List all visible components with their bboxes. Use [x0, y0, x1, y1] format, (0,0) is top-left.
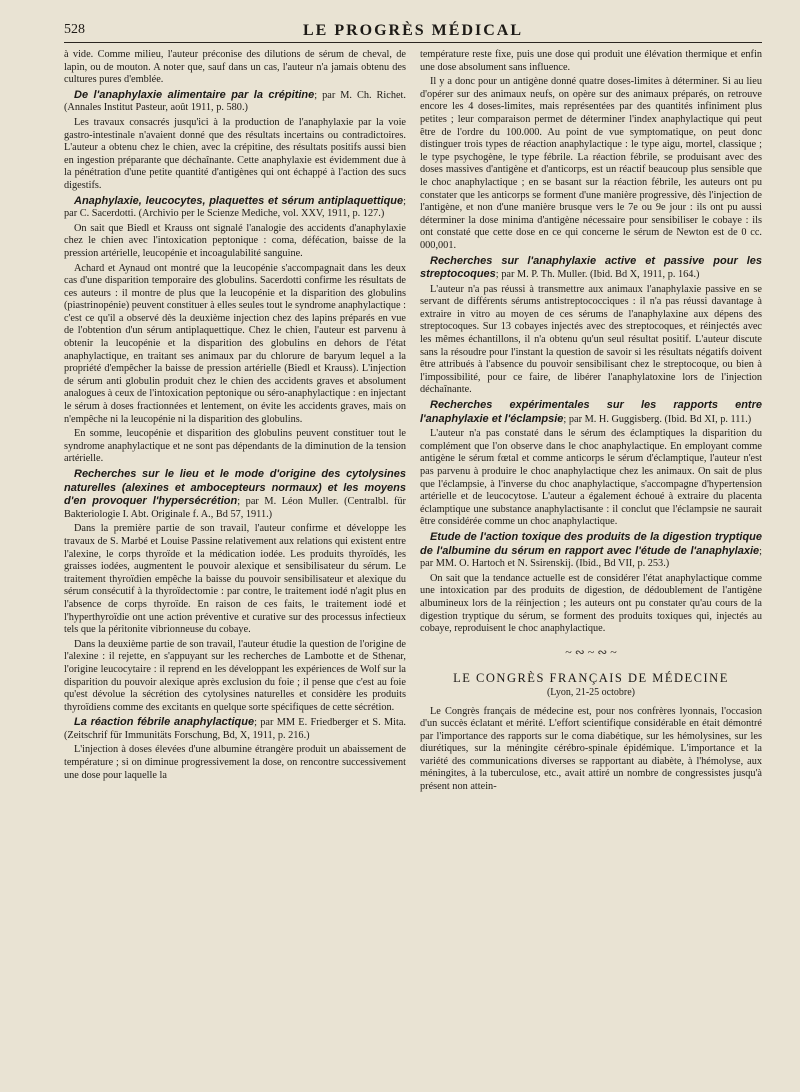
paragraph: Dans la première partie de son travail, l'auteur confirme et développe les travaux de S. Marbé et Louise Passine relativement aux relations qui existent entre l'alexine, le corps thyroïde et la médication iodée. Les produits thyroïdés, les graisses iodées, augmentent le pouvoir alexique et sensibilisateur du sérum. Le traitement thyroïdien empêche la baisse du pouvoir sensibilisateur et alexique du sérum consécutif à la thyroïdectomie : par contre, le traitement iodé n'agit plus en l'absence de corps thyroïde. En raison de ces faits, le traitement iodé et l'hyperthyroïdie ont une action préventive et curative sur des processus infectieux tels que la péritonite vibrionneuse du cobaye.: [64, 523, 406, 636]
article-heading: [64, 716, 406, 742]
article-heading: [420, 531, 762, 571]
article-reference: ; par M. Léon Muller. (Centralbl. für Bakteriologie I. Abt. Originale f. A., Bd 57, 1911.): [64, 496, 406, 520]
article-title: De l'anaphylaxie alimentaire par la crépitine: [74, 88, 315, 101]
article-reference: ; par C. Sacerdotti. (Archivio per le Scienze Mediche, vol. XXV, 1911, p. 127.): [64, 195, 406, 220]
paragraph: Dans la deuxième partie de son travail, l'auteur étudie la question de l'origine de l'alexine : il rejette, en s'appuyant sur les recherches de Lambotte et de Sthenar, l'origine leucocytaire : il reprend en les développant les expériences de Wolf sur la disparition du pouvoir alexique après exclusion du foie ; il pense que c'est au foie qu'est dévolue la sécrétion des cytolysines naturelles et considère les produits thyroïdiens comme des excitants en quelque sorte spécifiques de cette sécrétion.: [64, 638, 406, 713]
article-heading: [64, 89, 406, 115]
paragraph: On sait que Biedl et Krauss ont signalé l'analogie des accidents d'anaphylaxie chez le chien avec l'intoxication peptonique : coma, défécation, baisse de la pression artérielle, leucopénie et incoagulabilité sanguine.: [64, 222, 406, 259]
paragraph: L'injection à doses élevées d'une albumine étrangère produit un abaissement de température ; si on diminue progressivement la dose, on rencontre successivement une dose pour laquelle la: [64, 744, 406, 781]
article-heading: [64, 195, 406, 221]
paragraph: On sait que la tendance actuelle est de considérer l'état anaphylactique comme une intoxication par des produits de digestion, de dédoublement de l'antigène albumineux lors de la réinjection ; les auteurs ont pu constater qu'au cours de la digestion tryptique du sérum, se forment des produits toxiques qui, injectés au cobaye, reproduisent le choc anaphylactique.: [420, 572, 762, 635]
article-reference: ; par M. P. Th. Muller. (Ibid. Bd X, 1911, p. 164.): [495, 269, 700, 281]
article-reference: ; par MM. O. Hartoch et N. Ssirenskij. (Ibid., Bd VII, p. 253.): [420, 545, 762, 570]
section-title: LE CONGRÈS FRANÇAIS DE MÉDECINE: [453, 671, 729, 686]
paragraph: Les travaux consacrés jusqu'ici à la production de l'anaphylaxie par la voie gastro-intestinale n'avaient donné que des résultats incertains ou contradictoires. L'auteur a obtenu chez le chien, avec la crépitine, des résultats positifs aussi bien en ingestion préparante que déchaînante. Cette anaphylaxie est évidemment due à la pénétration d'une petite quantité d'antigènes qui ont échappé à l'action des sucs digestifs.: [64, 116, 406, 191]
article-heading: [64, 468, 406, 521]
left-column: [64, 49, 406, 796]
article-title: Recherches expérimentales sur les rapports entre l'anaphylaxie et l'éclampsie: [420, 399, 762, 425]
article-title: Etude de l'action toxique des produits de la digestion tryptique de l'albumine du sérum en rapport avec l'étude de l'anaphylaxie: [420, 530, 762, 557]
page-number: 528: [64, 22, 85, 37]
article-title: La réaction fébrile anaphylactique: [74, 716, 255, 729]
article-heading: [420, 255, 762, 282]
paragraph: température reste fixe, puis une dose qui produit une élévation thermique et enfin une dose absolument sans influence.: [420, 49, 762, 73]
paragraph: En somme, leucopénie et disparition des globulins peuvent constituer tout le syndrome anaphylactique et ne sont pas dépendants de la diminution de la tension artérielle.: [64, 428, 406, 465]
article-title: Recherches sur le lieu et le mode d'origine des cytolysines naturelles (alexines et ambocepteurs normaux) et les moyens d'en provoquer l'hypersécrétion: [64, 468, 406, 508]
article-title: Anaphylaxie, leucocytes, plaquettes et sérum antiplaquettique: [74, 194, 404, 207]
article-reference: ; par M. H. Guggisberg. (Ibid. Bd XI, p. 111.): [563, 413, 752, 425]
ornamental-divider-icon: ~ ∾ ~ ∾ ~: [565, 644, 617, 659]
article-reference: ; par MM E. Friedberger et S. Mita. (Zeitschrif für Immunitäts Forschung, Bd, X, 1911, p. 216.): [64, 717, 406, 741]
right-column: [420, 49, 762, 796]
article-heading: [420, 399, 762, 426]
paragraph: L'auteur n'a pas constaté dans le sérum des éclamptiques la disparition du complément que l'on observe dans le choc anaphylactique. En employant comme antigène le sérum fœtal et comme anticorps le sérum d'éclamptique, l'auteur n'est pas parvenu à produire le choc anaphylactique chez les animaux. On sait de plus que l'éclampsie, à l'inverse du choc anaphylactique, s'accompagne d'hypertension artérielle et de leucocytose. L'auteur a également échoué à extraire du placenta éclamptique une substance anaphylactisante : il conclut que l'éclampsie ne saurait être considérée comme un choc anaphylactique.: [420, 428, 762, 528]
section-subtitle: (Lyon, 21-25 octobre): [546, 686, 636, 698]
paragraph: Le Congrès français de médecine est, pour nos confrères lyonnais, l'occasion d'un succès éclatant et mérité. L'effort scientifique considérable en était démontré par l'importance des rapports sur le coma diabétique, sur les hémolysines, sur les diurétiques, sur la méningite cérébro-spinale épidémique. L'importance et la variété des communications diverses se rapportant au diabète, à l'hémolyse, aux méningites, à la tuberculose, etc., avait attiré un nombre de congressistes jusqu'à présent non attein-: [420, 705, 762, 793]
article-title: Recherches sur l'anaphylaxie active et passive pour les streptocoques: [420, 254, 762, 281]
article-reference: ; par M. Ch. Richet. (Annales Institut Pasteur, août 1911, p. 580.): [64, 89, 406, 114]
paragraph: L'auteur n'a pas réussi à transmettre aux animaux l'anaphylaxie passive en se servant de différents sérums antistreptococciques : il n'a pas réussi davantage à extraire in vitro au moyen de ces sérums de l'anaphylaxine aux dépens des streptocoques. Sur 13 cobayes injectés avec des streptocoques, et réinjectés avec les mêmes échantillons, il n'a obtenu qu'un seul résultat positif. L'auteur discute sans la résoudre pour l'instant la question de savoir si les résultats négatifs doivent être attribués à l'absence du pouvoir sensibilisant chez le streptocoque, ou bien à l'impossibilité, pour ce faire, de libérer l'anaphylatoxine lors de l'injection déchaînante.: [420, 283, 762, 396]
page-header: [64, 18, 762, 43]
paragraph: à vide. Comme milieu, l'auteur préconise des dilutions de sérum de cheval, de lapin, ou de mouton. A noter que, sauf dans un cas, l'auteur n'a jamais obtenu des cultures pures d'emblée.: [64, 49, 406, 86]
paragraph: Achard et Aynaud ont montré que la leucopénie s'accompagnait dans les deux cas d'une disparition temporaire des globulins. Sacerdotti confirme les résultats de ces auteurs : il montre de plus que la leucopénie et la disparition des globulins (piastrinopénie) peuvent constituer à elles seules tout le syndrome anaphylactique : c'est ce qu'il a observé dès la deuxième injection chez des lapins préparés en vue de l'obtention d'un sérum antiplaquettique. Chez le chien, l'auteur est parvenu à obtenir la leucopénie et la disparition des globulins en dehors de l'état anaphylactique, en traitant ses animaux par du chlorure de baryum lequel a la propriété d'empêcher la baisse de pression artérielle (Biedl et Krauss). L'injection de sérum anti globulin produit chez le chien des accidents graves et absolument analogues à ceux de l'intoxication peptonique ou séro-anaphylactique : en injectant le sérum à doses fractionnées et lentement, on évite les accidents graves, mais on n'empêche ni la leucopénie ni la disparition des globulins.: [64, 262, 406, 425]
paragraph: Il y a donc pour un antigène donné quatre doses-limites à déterminer. Si au lieu d'opérer sur des animaux neufs, on opère sur des animaux préparés, on retrouve encore les 4 doses-limites, mais représentées par des quantités infiniment plus petites ; leur comparaison permet de déterminer l'index anaphylactique qui peut être de l'ordre du 100.000. Au point de vue symptomatique, on peut donc distinguer trois types de réaction anaphylactique : le type aigu, mortel, classique ; le type psychogène, le type fébrile. La réaction fébrile, se produisant avec des doses massives d'antigène et d'anticorps, est un réactif beaucoup plus sensible que le choc anaphylactique ; en se basant sur la réaction fébrile, les auteurs ont pu constater que les anticorps se forment d'une manière progressive, dès l'injection de l'antigène, et non d'une manière brusque vers le 7e ou 9e jour : ils ont pu aussi déterminer la dose minima d'antigène nécessaire pour sensibiliser le cobaye : ils ont constaté que cette dose en ce qui concerne le sérum de Newton est de 0 cc. 000,001.: [420, 76, 762, 251]
journal-title: LE PROGRÈS MÉDICAL: [302, 22, 524, 39]
